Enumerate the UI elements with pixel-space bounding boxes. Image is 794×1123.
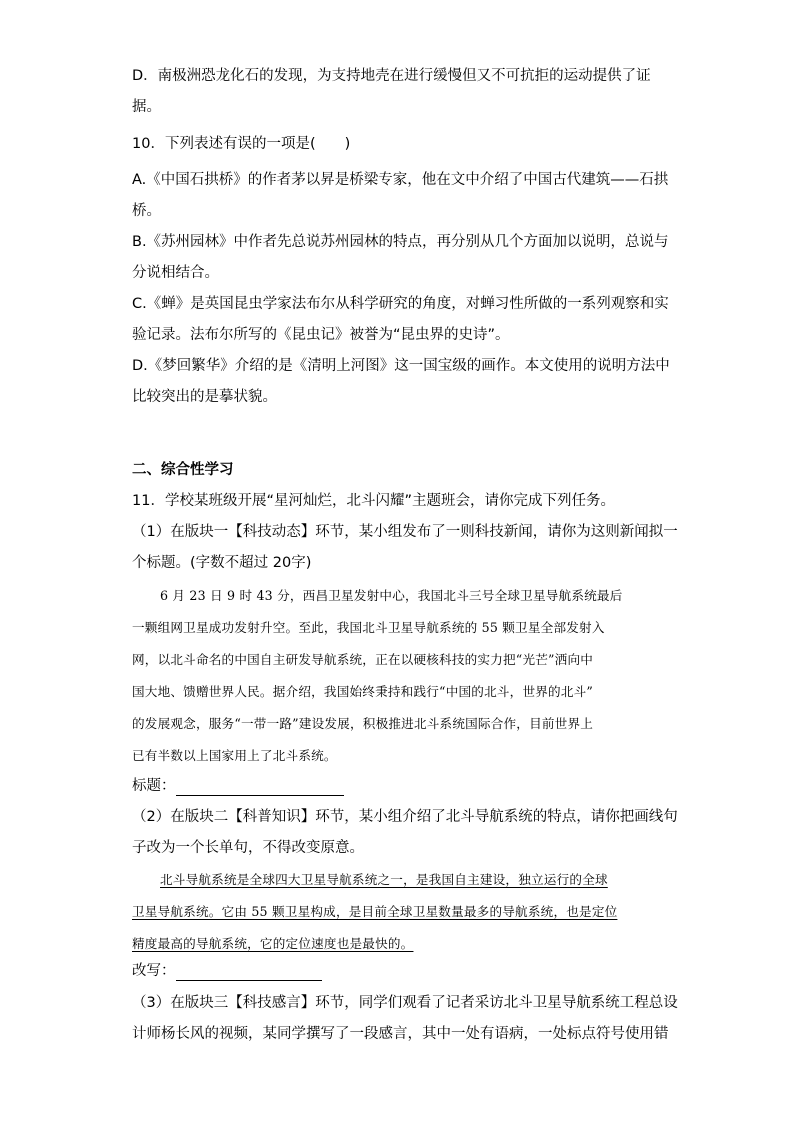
q10-option-b-1: B.《苏州园林》中作者先总说苏州园林的特点，再分别从几个方面加以说明，总说与	[132, 234, 669, 250]
rewrite-blank[interactable]	[176, 964, 322, 981]
q11-task1-1: （1）在版块一【科技动态】环节，某小组发布了一则科技新闻，请你为这则新闻拟一	[132, 524, 678, 540]
q10-option-a-2: 桥。	[132, 203, 161, 219]
news-passage	[132, 580, 662, 772]
q10-option-c-2: 验记录。法布尔所写的《昆虫记》被誉为“昆虫界的史诗”。	[132, 327, 510, 343]
line-q9-d-2: 据。	[132, 99, 161, 115]
rewrite-answer-line	[132, 961, 322, 981]
news-line: 一颗组网卫星成功发射升空。至此，我国北斗卫星导航系统的 55 颗卫星全部发射入	[132, 620, 605, 635]
underlined-line: 精度最高的导航系统，它的定位速度也是最快的。	[132, 936, 414, 951]
question-10-stem: 10．下列表述有误的一项是( )	[132, 136, 351, 152]
q10-option-c-1: C.《蝉》是英国昆虫学家法布尔从科学研究的角度，对蝉习性所做的一系列观察和实	[132, 296, 669, 312]
news-line: 6 月 23 日 9 时 43 分，西昌卫星发射中心，我国北斗三号全球卫星导航系统最后	[160, 588, 623, 603]
title-answer-line	[132, 776, 344, 796]
q10-option-a-1: A.《中国石拱桥》的作者茅以昇是桥梁专家，他在文中介绍了中国古代建筑——石拱	[132, 172, 669, 188]
underlined-line: 北斗导航系统是全球四大卫星导航系统之一，是我国自主建设，独立运行的全球	[160, 872, 608, 887]
news-line: 已有半数以上国家用上了北斗系统。	[132, 748, 337, 763]
news-line: 网，以北斗命名的中国自主研发导航系统，正在以硬核科技的实力把“光芒”洒向中	[132, 652, 594, 667]
title-label: 标题：	[132, 778, 176, 794]
news-line: 的发展观念，服务“一带一路”建设发展，积极推进北斗系统国际合作，目前世界上	[132, 716, 594, 731]
q10-option-d-1: D.《梦回繁华》介绍的是《清明上河图》这一国宝级的画作。本文使用的说明方法中	[132, 358, 670, 374]
q11-task2-2: 子改为一个长单句，不得改变原意。	[132, 840, 364, 856]
q11-task2-1: （2）在版块二【科普知识】环节，某小组介绍了北斗导航系统的特点，请你把画线句	[132, 809, 678, 825]
underlined-passage	[132, 864, 662, 960]
q11-task3-1: （3）在版块三【科技感言】环节，同学们观看了记者采访北斗卫星导航系统工程总设	[132, 995, 678, 1011]
q11-task1-2: 个标题。(字数不超过 20字)	[132, 555, 312, 571]
underlined-line: 卫星导航系统。它由 55 颗卫星构成，是目前全球卫星数量最多的导航系统，也是定位	[132, 904, 618, 919]
question-11-stem: 11．学校某班级开展“星河灿烂，北斗闪耀”主题班会，请你完成下列任务。	[132, 493, 615, 509]
line-q9-d-1: D．南极洲恐龙化石的发现，为支持地壳在进行缓慢但又不可抗拒的运动提供了证	[132, 68, 651, 84]
rewrite-label: 改写：	[132, 963, 176, 979]
q11-task3-2: 计师杨长风的视频，某同学撰写了一段感言，其中一处有语病，一处标点符号使用错	[132, 1026, 669, 1042]
q10-option-d-2: 比较突出的是摹状貌。	[132, 389, 277, 405]
title-blank[interactable]	[176, 779, 344, 796]
section-heading: 二、综合性学习	[132, 462, 234, 478]
q10-option-b-2: 分说相结合。	[132, 265, 219, 281]
news-line: 国大地、馈赠世界人民。据介绍，我国始终秉持和践行“中国的北斗，世界的北斗”	[132, 684, 594, 699]
